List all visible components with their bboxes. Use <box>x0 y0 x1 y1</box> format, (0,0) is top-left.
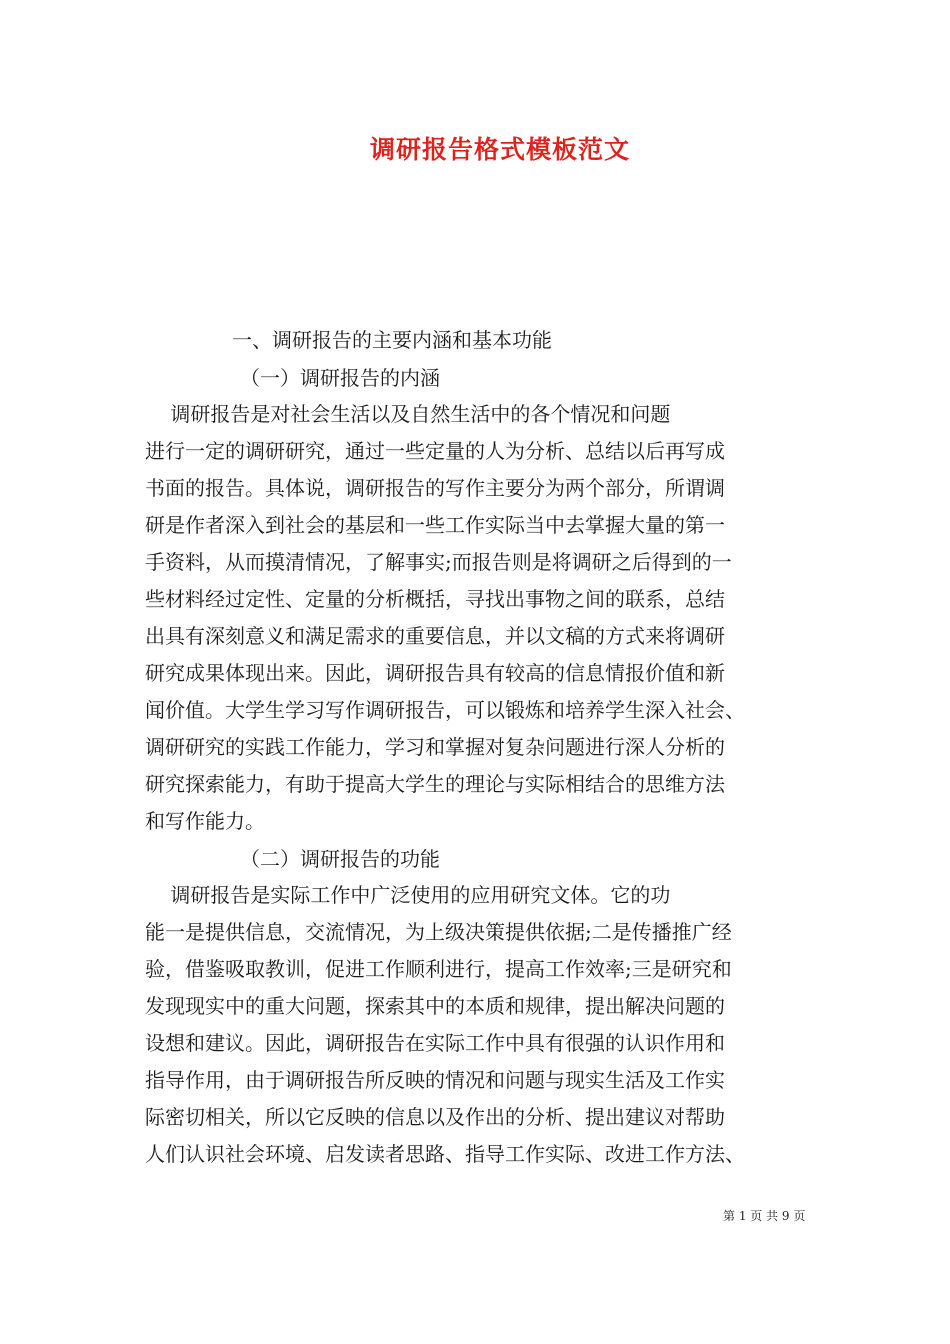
paragraph-line: 调研报告是对社会生活以及自然生活中的各个情况和问题 <box>145 402 671 426</box>
paragraph-line: 进行一定的调研研究，通过一些定量的人为分析、总结以后再写成 <box>145 439 725 463</box>
paragraph-line: 研是作者深入到社会的基层和一些工作实际当中去掌握大量的第一 <box>145 513 725 537</box>
paragraph-line: 闻价值。大学生学习写作调研报告，可以锻炼和培养学生深入社会、 <box>145 698 745 722</box>
subsection-heading-1: （一）调研报告的内涵 <box>240 366 440 390</box>
paragraph-line: 研究成果体现出来。因此，调研报告具有较高的信息情报价值和新 <box>145 661 725 685</box>
paragraph-line: 设想和建议。因此，调研报告在实际工作中具有很强的认识作用和 <box>145 1031 725 1055</box>
section-heading-1: 一、调研报告的主要内涵和基本功能 <box>232 328 552 352</box>
paragraph-line: 调研研究的实践工作能力，学习和掌握对复杂问题进行深人分析的 <box>145 735 725 759</box>
paragraph-line: 和写作能力。 <box>145 809 265 833</box>
paragraph-1 <box>145 396 745 840</box>
paragraph-line: 指导作用，由于调研报告所反映的情况和问题与现实生活及工作实 <box>145 1068 725 1092</box>
paragraph-line: 验，借鉴吸取教训，促进工作顺利进行，提高工作效率;三是研究和 <box>145 957 732 981</box>
paragraph-line: 研究探索能力，有助于提高大学生的理论与实际相结合的思维方法 <box>145 772 725 796</box>
paragraph-line: 能一是提供信息，交流情况，为上级决策提供依据;二是传播推广经 <box>145 920 732 944</box>
page-number-footer: 第 1 页 共 9 页 <box>723 1209 806 1223</box>
document-title: 调研报告格式模板范文 <box>369 135 630 164</box>
paragraph-line: 手资料，从而摸清情况，了解事实;而报告则是将调研之后得到的一 <box>145 550 732 574</box>
paragraph-line: 调研报告是实际工作中广泛使用的应用研究文体。它的功 <box>145 883 671 907</box>
paragraph-line: 些材料经过定性、定量的分析概括，寻找出事物之间的联系，总结 <box>145 587 725 611</box>
subsection-heading-2: （二）调研报告的功能 <box>240 847 440 871</box>
paragraph-line: 发现现实中的重大问题，探索其中的本质和规律，提出解决问题的 <box>145 994 725 1018</box>
paragraph-line: 人们认识社会环境、启发读者思路、指导工作实际、改进工作方法、 <box>145 1142 745 1166</box>
paragraph-line: 际密切相关，所以它反映的信息以及作出的分析、提出建议对帮助 <box>145 1105 725 1129</box>
paragraph-2 <box>145 877 745 1173</box>
paragraph-line: 出具有深刻意义和满足需求的重要信息，并以文稿的方式来将调研 <box>145 624 725 648</box>
paragraph-line: 书面的报告。具体说，调研报告的写作主要分为两个部分，所谓调 <box>145 476 725 500</box>
